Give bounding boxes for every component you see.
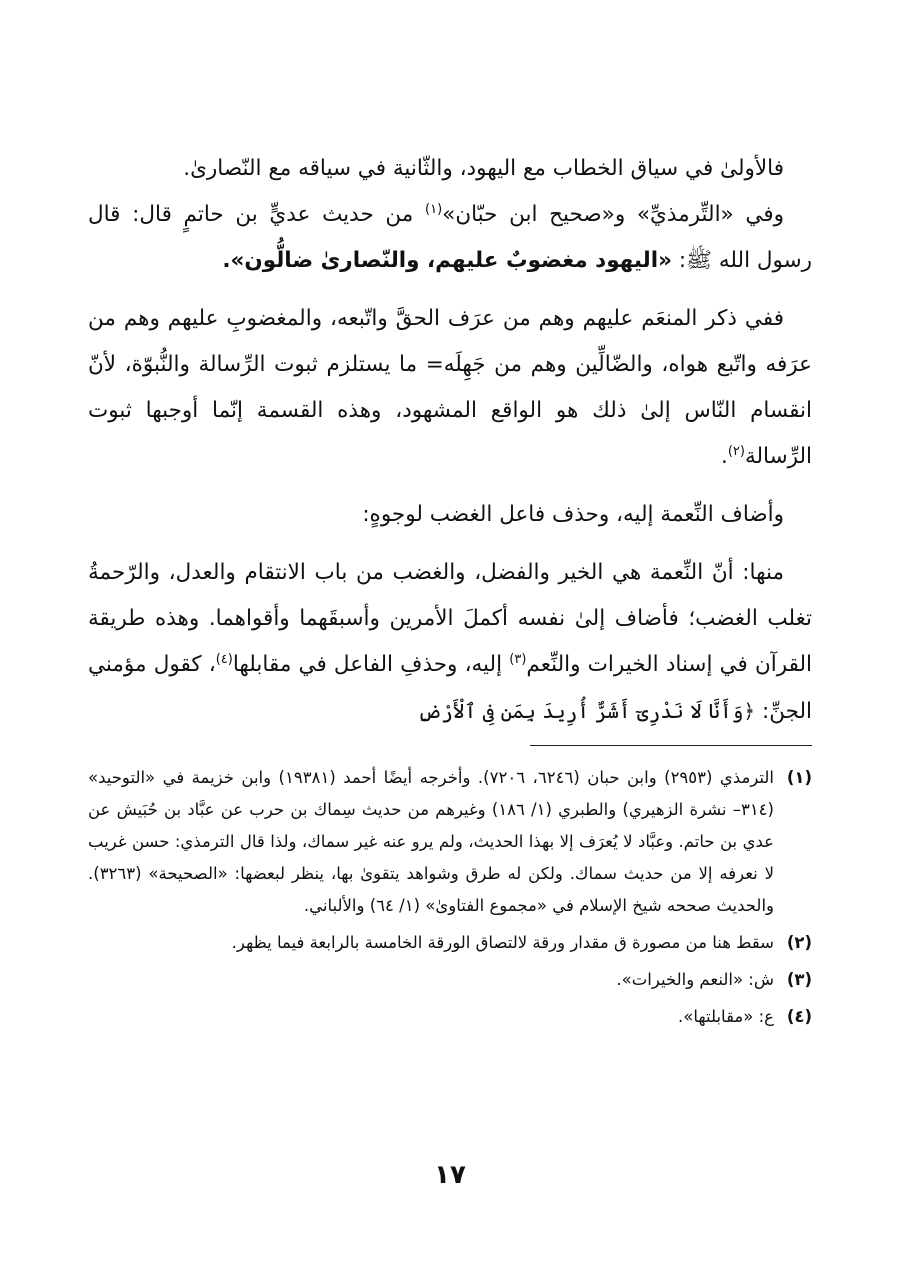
paragraph-3-end: . [720, 444, 728, 469]
footnote-text: ع: «مقابلتها». [678, 1007, 774, 1026]
paragraph-4-text: وأضاف النِّعمة إليه، وحذف فاعل الغضب لوجوهٍ: [362, 502, 784, 527]
paragraph-1 [88, 146, 812, 192]
footnote-text: ش: «النعم والخيرات». [616, 970, 774, 989]
paragraph-5-text-start: منها: أنّ النِّعمة هي الخير والفضل، والغضب من باب الانتقام والعدل، والرّحمةُ تغلب الغضب؛ فأضاف إلىٰ نفسه أكملَ الأمرين وأسبقَهما وأقواهما. وهذه طريقة القرآن في إسناد الخيرات والنِّعم [88, 560, 813, 677]
paragraph-4 [88, 492, 812, 538]
footnote-1 [88, 762, 812, 922]
footnote-ref-3[interactable]: (٣) [509, 651, 527, 667]
footnote-text: الترمذي (٢٩٥٣) وابن حبان (٦٢٤٦، ٧٢٠٦). وأخرجه أيضًا أحمد (١٩٣٨١) وابن خزيمة في «التوحيد» (٣١٤– نشرة الزهيري) والطبري (١/ ١٨٦) وغيرهم من حديث سِماك بن حرب عن عبَّاد بن حُبَيش عن عدي بن حاتم. وعبَّاد لا يُعرَف إلا بهذا الحديث، ولم يرو عنه غير سماك، ولذا قال الترمذي: حسن غريب لا نعرفه إلا من حديث سماك. ولكن له طرق وشواهد يتقوىٰ بها، ينظر لبعضها: «الصحيحة» (٣٢٦٣). والحديث صححه شيخ الإسلام في «مجموع الفتاوىٰ» (١/ ٦٤) والألباني. [88, 768, 775, 915]
paragraph-5-text-end: ، كقول مؤمني الجنِّ: [88, 652, 812, 724]
footnote-3 [88, 964, 812, 996]
main-text [88, 146, 812, 735]
paragraph-5 [88, 550, 812, 735]
footnote-4 [88, 1001, 812, 1033]
footnote-number: (٣) [786, 970, 812, 989]
paragraph-3 [88, 296, 812, 480]
paragraph-3-text: ففي ذكر المنعَم عليهم وهم من عرَف الحقَّ واتّبعه، والمغضوبِ عليهم وهم من عرَفه واتّبع هواه، والضّالِّين وهم من جَهِلَه= ما يستلزم ثبوت الرِّسالة والنُّبوّة، لأنّ انقسام النّاس إلىٰ ذلك هو الواقع المشهود، وهذه القسمة إنّما أوجبها ثبوت الرِّسالة [88, 306, 812, 469]
footnote-ref-2[interactable]: (٢) [727, 443, 745, 459]
paragraph-2-text-start: وفي «التِّرمذيِّ» و«صحيح ابن حبّان» [442, 202, 784, 227]
paragraph-5-text-middle: إليه، وحذفِ الفاعل في مقابلها [232, 652, 510, 677]
paragraph-2-text-middle: من حديث عديٍّ بن حاتمٍ قال: قال رسول الله ﷺ: [88, 202, 812, 273]
footnote-ref-4[interactable]: (٤) [215, 651, 233, 667]
footnote-number: (٤) [786, 1007, 812, 1026]
footnote-text: سقط هنا من مصورة ق مقدار ورقة لالتصاق الورقة الخامسة بالرابعة فيما يظهر. [231, 933, 774, 952]
paragraph-1-text: فالأولىٰ في سياق الخطاب مع اليهود، والثّانية في سياقه مع النّصارىٰ. [183, 156, 784, 181]
footnote-separator [530, 745, 812, 746]
footnote-ref-1[interactable]: (١) [425, 201, 443, 217]
footnote-number: (٢) [786, 933, 812, 952]
footnote-number: (١) [786, 768, 812, 787]
footnotes [88, 762, 812, 1038]
paragraph-2 [88, 192, 812, 284]
page-number: ١٧ [434, 1160, 466, 1190]
hadith-quote: «اليهود مغضوبٌ عليهم، والنّصارىٰ ضالُّون». [222, 248, 672, 273]
footnote-2 [88, 927, 812, 959]
quran-verse: ﴿وَأَنَّا لَا نَدْرِىٓ أَشَرٌّ أُرِيدَ بِمَن فِى ٱلْأَرْضِ [417, 699, 756, 723]
